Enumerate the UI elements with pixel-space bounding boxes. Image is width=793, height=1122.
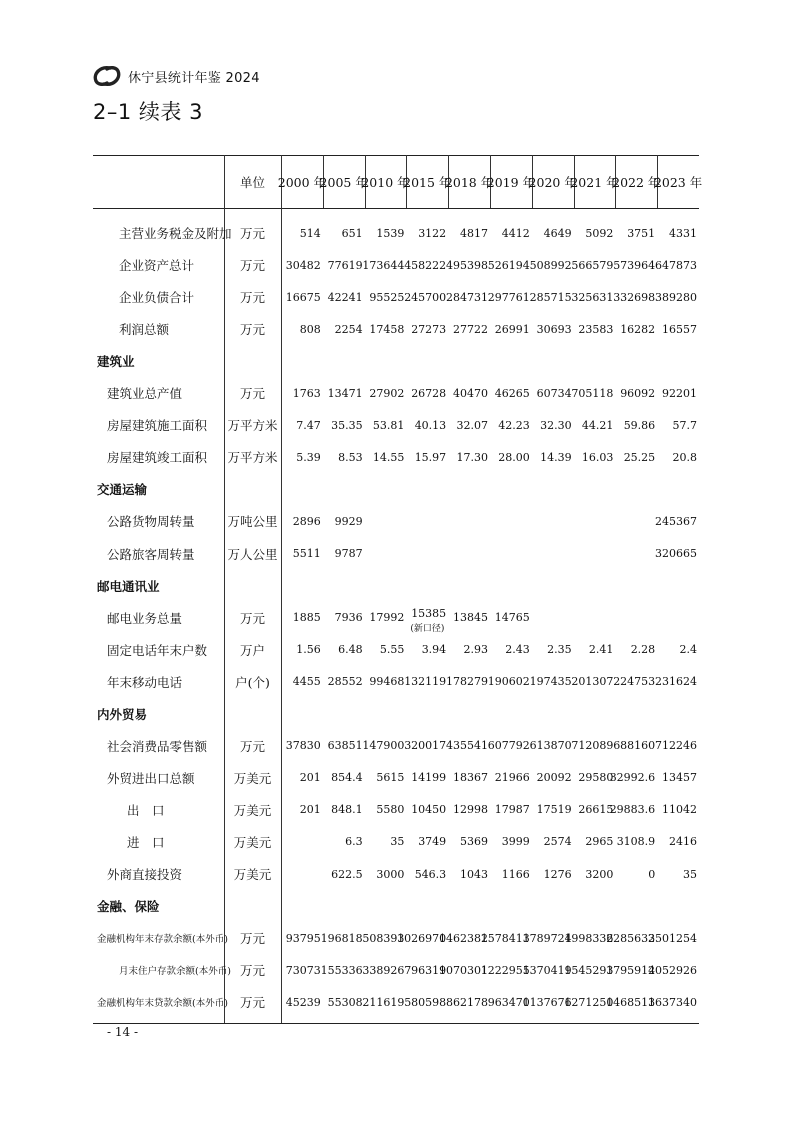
unit-column-header: 单位 <box>239 174 265 190</box>
value-cell: 8.53 <box>338 450 363 464</box>
value-cell: 27273 <box>411 322 447 336</box>
value-cell: 99468 <box>369 675 405 689</box>
value-cell: 2254 <box>334 322 363 336</box>
value-cell: 26615 <box>578 803 614 817</box>
value-cell: 5369 <box>459 835 488 849</box>
row-label: 房屋建筑竣工面积 <box>107 450 208 466</box>
value-cell: 29580 <box>578 771 614 785</box>
value-cell: 2.35 <box>547 643 572 657</box>
value-cell: 2052926 <box>647 963 697 977</box>
value-cell: 1222955 <box>480 963 530 977</box>
table-row <box>93 539 699 569</box>
category-row <box>93 699 699 729</box>
value-cell: 14.39 <box>540 450 572 464</box>
value-cell <box>615 539 655 569</box>
value-cell: 5092 <box>585 226 614 240</box>
value-cell: 53.81 <box>372 418 405 432</box>
value-note: (新口径) <box>410 623 445 634</box>
value-cell: 3.94 <box>421 643 447 657</box>
value-cell: 325631 <box>571 290 614 304</box>
value-cell: 27722 <box>452 322 488 336</box>
value-cell: 20.8 <box>672 450 697 464</box>
value-cell: 1026970 <box>397 931 447 945</box>
value-cell <box>574 539 614 569</box>
table-row <box>93 923 699 953</box>
value-cell: 963470 <box>487 995 530 1009</box>
value-cell: 4649 <box>543 226 572 240</box>
value-cell: 1998336 <box>564 931 614 945</box>
row-unit: 万元 <box>239 386 265 402</box>
value-cell: 27902 <box>369 386 405 400</box>
row-label: 企业资产总计 <box>119 258 195 274</box>
table-bottom-rule <box>93 1023 699 1024</box>
row-label: 金融机构年末贷款余额(本外币) <box>97 998 228 1010</box>
row-unit: 万元 <box>239 931 265 947</box>
value-cell: 147900 <box>362 739 405 753</box>
row-label: 房屋建筑施工面积 <box>107 418 208 434</box>
row-unit: 万元 <box>239 963 265 979</box>
value-cell: 435541 <box>445 739 488 753</box>
year-header: 2005 年 <box>319 174 368 190</box>
value-cell: 197435 <box>529 675 572 689</box>
value-cell: 613870 <box>529 739 572 753</box>
value-cell <box>448 539 488 569</box>
value-cell: 514 <box>299 226 321 240</box>
year-header: 2015 年 <box>403 174 452 190</box>
value-cell: 2501254 <box>647 931 697 945</box>
value-cell: 285715 <box>529 290 572 304</box>
row-label: 月末住户存款余额(本外币) <box>119 966 231 978</box>
value-cell: 60734 <box>536 386 572 400</box>
value-cell: 23583 <box>578 322 614 336</box>
value-cell: 526194 <box>487 258 530 272</box>
value-cell <box>532 506 572 536</box>
value-cell: 12998 <box>452 803 488 817</box>
year-header: 2022 年 <box>612 174 661 190</box>
value-cell: 11042 <box>661 803 697 817</box>
value-cell: 508992 <box>529 258 572 272</box>
value-cell: 29883.6 <box>609 803 656 817</box>
value-cell: 9929 <box>334 514 363 528</box>
table-row <box>93 378 699 408</box>
value-cell: 9787 <box>334 547 363 560</box>
value-cell: 44.21 <box>581 418 614 432</box>
value-cell: 3751 <box>627 226 656 240</box>
value-cell: 1789724 <box>522 931 572 945</box>
value-cell: 17987 <box>494 803 530 817</box>
value-cell: 566579 <box>571 258 614 272</box>
page-number: - 14 - <box>107 1025 139 1039</box>
row-unit: 万元 <box>239 258 265 274</box>
value-cell: 40.13 <box>414 418 447 432</box>
value-cell: 1043 <box>459 867 488 881</box>
value-cell: 389280 <box>654 290 697 304</box>
year-header: 2020 年 <box>528 174 577 190</box>
value-cell: 32992.6 <box>609 771 656 785</box>
row-label: 公路旅客周转量 <box>107 546 195 562</box>
value-cell: 1271250 <box>564 995 614 1009</box>
value-cell: 338926 <box>362 963 405 977</box>
value-cell: 1462382 <box>438 931 488 945</box>
year-header: 2021 年 <box>570 174 619 190</box>
value-cell: 17992 <box>369 611 405 625</box>
value-cell: 17519 <box>536 803 572 817</box>
row-label: 主营业务税金及附加 <box>119 226 232 241</box>
year-header: 2018 年 <box>444 174 494 190</box>
value-cell: 201 <box>299 803 321 817</box>
category-label: 金融、保险 <box>97 899 160 915</box>
table-row <box>93 603 699 633</box>
table-row <box>93 763 699 793</box>
value-cell: 848.1 <box>331 803 363 817</box>
value-cell: 7936 <box>334 611 363 625</box>
value-cell: 211619 <box>362 995 405 1009</box>
value-cell: 2896 <box>292 514 321 528</box>
value-cell: 16675 <box>285 290 321 304</box>
category-label: 邮电通讯业 <box>97 578 160 594</box>
value-cell <box>532 539 572 569</box>
row-unit: 万元 <box>239 226 265 241</box>
value-cell: 42241 <box>327 290 363 304</box>
value-cell: 6.3 <box>345 835 363 849</box>
value-cell: 4455 <box>292 675 321 689</box>
yearbook-logo-icon <box>92 65 122 87</box>
table-row <box>93 506 699 536</box>
value-cell: 92201 <box>661 386 697 400</box>
category-label: 交通运输 <box>97 482 148 498</box>
year-header: 2019 年 <box>486 174 536 190</box>
value-cell <box>615 506 655 536</box>
value-cell: 21966 <box>494 771 530 785</box>
value-cell <box>365 506 405 536</box>
value-cell: 5.39 <box>296 450 321 464</box>
row-unit: 万户 <box>239 642 265 658</box>
value-cell: 808 <box>299 322 321 336</box>
value-cell: 42.23 <box>498 418 530 432</box>
value-cell: 95525 <box>369 290 405 304</box>
value-cell: 20092 <box>536 771 572 785</box>
value-cell: 1539 <box>376 226 405 240</box>
value-cell: 25.25 <box>623 450 656 464</box>
value-cell <box>448 506 488 536</box>
row-unit: 万元 <box>239 610 265 626</box>
value-cell: 3108.9 <box>616 835 656 849</box>
value-cell: 651 <box>341 226 363 240</box>
row-label: 建筑业总产值 <box>107 386 183 402</box>
value-cell: 1276 <box>543 867 572 881</box>
value-cell: 573964 <box>613 258 656 272</box>
row-label: 进 口 <box>127 834 165 850</box>
row-unit: 户(个) <box>235 674 270 690</box>
value-cell: 245367 <box>654 514 697 528</box>
value-cell: 35 <box>390 835 405 849</box>
value-cell: 1.56 <box>296 643 321 657</box>
value-cell: 1166 <box>501 867 530 881</box>
value-cell: 1763 <box>292 386 321 400</box>
value-cell: 46265 <box>494 386 530 400</box>
value-cell: 14199 <box>411 771 447 785</box>
row-unit: 万吨公里 <box>227 514 278 530</box>
value-cell <box>490 539 530 569</box>
value-cell: 1070301 <box>438 963 488 977</box>
category-row <box>93 474 699 504</box>
value-cell: 93795 <box>285 931 321 945</box>
row-unit: 万平方米 <box>227 418 278 434</box>
value-cell: 688160 <box>613 739 656 753</box>
value-cell: 15.97 <box>414 450 447 464</box>
value-cell: 16282 <box>620 322 656 336</box>
value-cell: 57.7 <box>672 418 697 432</box>
row-label: 金融机构年末存款余额(本外币) <box>97 934 228 946</box>
value-cell <box>281 859 321 889</box>
row-label: 外商直接投资 <box>107 867 183 882</box>
value-cell: 3000 <box>376 867 405 881</box>
value-cell: 6.48 <box>338 643 363 657</box>
table-row <box>93 410 699 440</box>
table-row <box>93 442 699 472</box>
value-cell: 2.93 <box>463 643 488 657</box>
value-cell: 196818 <box>320 931 363 945</box>
value-cell: 59.86 <box>623 418 656 432</box>
value-cell: 4817 <box>459 226 488 240</box>
value-cell: 2.41 <box>588 643 614 657</box>
value-cell: 190602 <box>487 675 530 689</box>
value-cell: 712089 <box>571 739 614 753</box>
value-cell: 63851 <box>327 739 363 753</box>
value-cell: 1545293 <box>564 963 614 977</box>
row-label: 年末移动电话 <box>107 674 183 690</box>
value-cell: 155336 <box>320 963 363 977</box>
row-label: 企业负债合计 <box>119 290 195 306</box>
value-cell: 16.03 <box>581 450 614 464</box>
value-cell: 4412 <box>501 226 530 240</box>
value-cell <box>574 506 614 536</box>
value-cell: 18367 <box>452 771 488 785</box>
row-label: 邮电业务总量 <box>107 610 183 626</box>
row-unit: 万美元 <box>233 867 272 882</box>
value-cell: 3122 <box>418 226 447 240</box>
value-cell: 607792 <box>487 739 530 753</box>
value-cell: 45239 <box>285 995 321 1009</box>
value-cell: 2285633 <box>606 931 656 945</box>
value-cell: 73073 <box>285 963 321 977</box>
value-cell <box>532 603 572 633</box>
row-unit: 万人公里 <box>227 546 278 562</box>
value-cell: 1885 <box>292 611 321 625</box>
value-cell: 705118 <box>571 386 614 400</box>
category-label: 内外贸易 <box>97 706 148 722</box>
value-cell: 28552 <box>327 675 363 689</box>
value-cell: 2.28 <box>630 643 656 657</box>
value-cell: 35.35 <box>331 418 363 432</box>
row-label: 利润总额 <box>119 322 170 338</box>
row-unit: 万元 <box>239 995 265 1011</box>
row-label: 出 口 <box>127 802 165 818</box>
value-cell: 28.00 <box>498 450 530 464</box>
value-cell: 2416 <box>668 835 697 849</box>
table-row <box>93 314 699 344</box>
row-unit: 万美元 <box>233 802 272 818</box>
row-unit: 万美元 <box>233 834 272 850</box>
row-unit: 万平方米 <box>227 450 278 466</box>
value-cell: 32.07 <box>456 418 488 432</box>
table-row <box>93 955 699 985</box>
value-cell <box>657 603 697 633</box>
value-cell: 3749 <box>418 835 447 849</box>
value-cell: 5615 <box>376 771 405 785</box>
category-row <box>93 571 699 601</box>
value-cell: 796319 <box>404 963 447 977</box>
value-cell: 1578413 <box>480 931 530 945</box>
value-cell <box>406 539 446 569</box>
value-cell: 96092 <box>620 386 656 400</box>
category-row <box>93 346 699 376</box>
value-cell <box>365 539 405 569</box>
table-row <box>93 731 699 761</box>
row-label: 公路货物周转量 <box>107 514 195 530</box>
value-cell: 17458 <box>369 322 405 336</box>
table-header-rule <box>93 208 699 209</box>
row-label: 社会消费品零售额 <box>107 738 208 754</box>
value-cell: 5511 <box>292 547 321 560</box>
row-unit: 万美元 <box>233 770 272 786</box>
value-cell <box>281 827 321 857</box>
value-cell: 201307 <box>571 675 614 689</box>
value-cell: 3999 <box>501 835 530 849</box>
value-cell: 15385 <box>411 607 447 621</box>
value-cell: 16557 <box>661 322 697 336</box>
category-row <box>93 891 699 921</box>
value-cell: 13471 <box>327 386 363 400</box>
value-cell: 2965 <box>585 835 614 849</box>
table-row <box>93 635 699 665</box>
value-cell: 1137676 <box>522 995 572 1009</box>
value-cell: 173644 <box>362 258 405 272</box>
value-cell: 13845 <box>452 611 488 625</box>
value-cell: 647873 <box>654 258 697 272</box>
value-cell: 14765 <box>494 611 530 625</box>
value-cell: 297761 <box>487 290 530 304</box>
table-row <box>93 667 699 697</box>
value-cell <box>406 506 446 536</box>
value-cell: 5580 <box>376 803 405 817</box>
year-header: 2023 年 <box>653 174 703 190</box>
table-row <box>93 282 699 312</box>
value-cell: 3200 <box>585 867 614 881</box>
value-cell: 284731 <box>445 290 488 304</box>
value-cell: 5.55 <box>379 643 405 657</box>
value-cell: 26991 <box>494 322 530 336</box>
value-cell <box>490 506 530 536</box>
value-cell: 40470 <box>452 386 488 400</box>
value-cell: 37830 <box>285 739 321 753</box>
row-unit: 万元 <box>239 290 265 306</box>
value-cell: 854.4 <box>331 771 363 785</box>
row-unit: 万元 <box>239 738 265 754</box>
category-label: 建筑业 <box>97 354 135 370</box>
value-cell: 77619 <box>327 258 363 272</box>
table-row <box>93 859 699 889</box>
table-row <box>93 987 699 1017</box>
table-row <box>93 250 699 280</box>
value-cell: 17.30 <box>456 450 488 464</box>
value-cell: 458222 <box>404 258 447 272</box>
row-label: 固定电话年末户数 <box>107 642 208 658</box>
value-cell: 1795914 <box>606 963 656 977</box>
value-cell: 7.47 <box>296 418 321 432</box>
value-cell: 10450 <box>411 803 447 817</box>
book-title: 休宁县统计年鉴 2024 <box>128 70 260 86</box>
table-row <box>93 218 699 248</box>
value-cell: 35 <box>682 867 697 881</box>
value-cell: 320665 <box>654 547 697 560</box>
value-cell: 2.4 <box>679 643 697 657</box>
value-cell: 224753 <box>613 675 656 689</box>
value-cell: 546.3 <box>414 867 447 881</box>
value-cell <box>615 603 655 633</box>
value-cell: 508393 <box>362 931 405 945</box>
value-cell: 2.43 <box>505 643 530 657</box>
row-label: 外贸进出口总额 <box>107 770 195 786</box>
value-cell: 712246 <box>654 739 697 753</box>
value-cell: 13457 <box>661 771 697 785</box>
table-title: 2–1 续表 3 <box>93 100 203 124</box>
value-cell: 580598 <box>404 995 447 1009</box>
year-header: 2010 年 <box>361 174 410 190</box>
value-cell <box>574 603 614 633</box>
table-row <box>93 827 699 857</box>
value-cell: 2574 <box>543 835 572 849</box>
table-row <box>93 795 699 825</box>
value-cell: 55308 <box>327 995 363 1009</box>
value-cell: 30693 <box>536 322 572 336</box>
year-header: 2000 年 <box>277 174 327 190</box>
value-cell: 1637340 <box>647 995 697 1009</box>
value-cell: 4331 <box>668 226 697 240</box>
row-unit: 万元 <box>239 322 265 338</box>
value-cell: 231624 <box>654 675 697 689</box>
value-cell: 332698 <box>613 290 656 304</box>
value-cell: 26728 <box>411 386 447 400</box>
value-cell: 178279 <box>445 675 488 689</box>
book-header <box>92 62 260 90</box>
value-cell: 622.5 <box>331 867 363 881</box>
value-cell: 30482 <box>285 258 321 272</box>
value-cell: 132119 <box>404 675 447 689</box>
value-cell: 1468513 <box>606 995 656 1009</box>
value-cell: 14.55 <box>372 450 405 464</box>
value-cell: 245700 <box>404 290 447 304</box>
value-cell: 495398 <box>445 258 488 272</box>
value-cell: 32.30 <box>540 418 572 432</box>
value-cell: 1370419 <box>522 963 572 977</box>
value-cell: 320017 <box>404 739 447 753</box>
value-cell: 862178 <box>445 995 488 1009</box>
value-cell: 201 <box>299 771 321 785</box>
value-cell: 0 <box>648 867 656 881</box>
